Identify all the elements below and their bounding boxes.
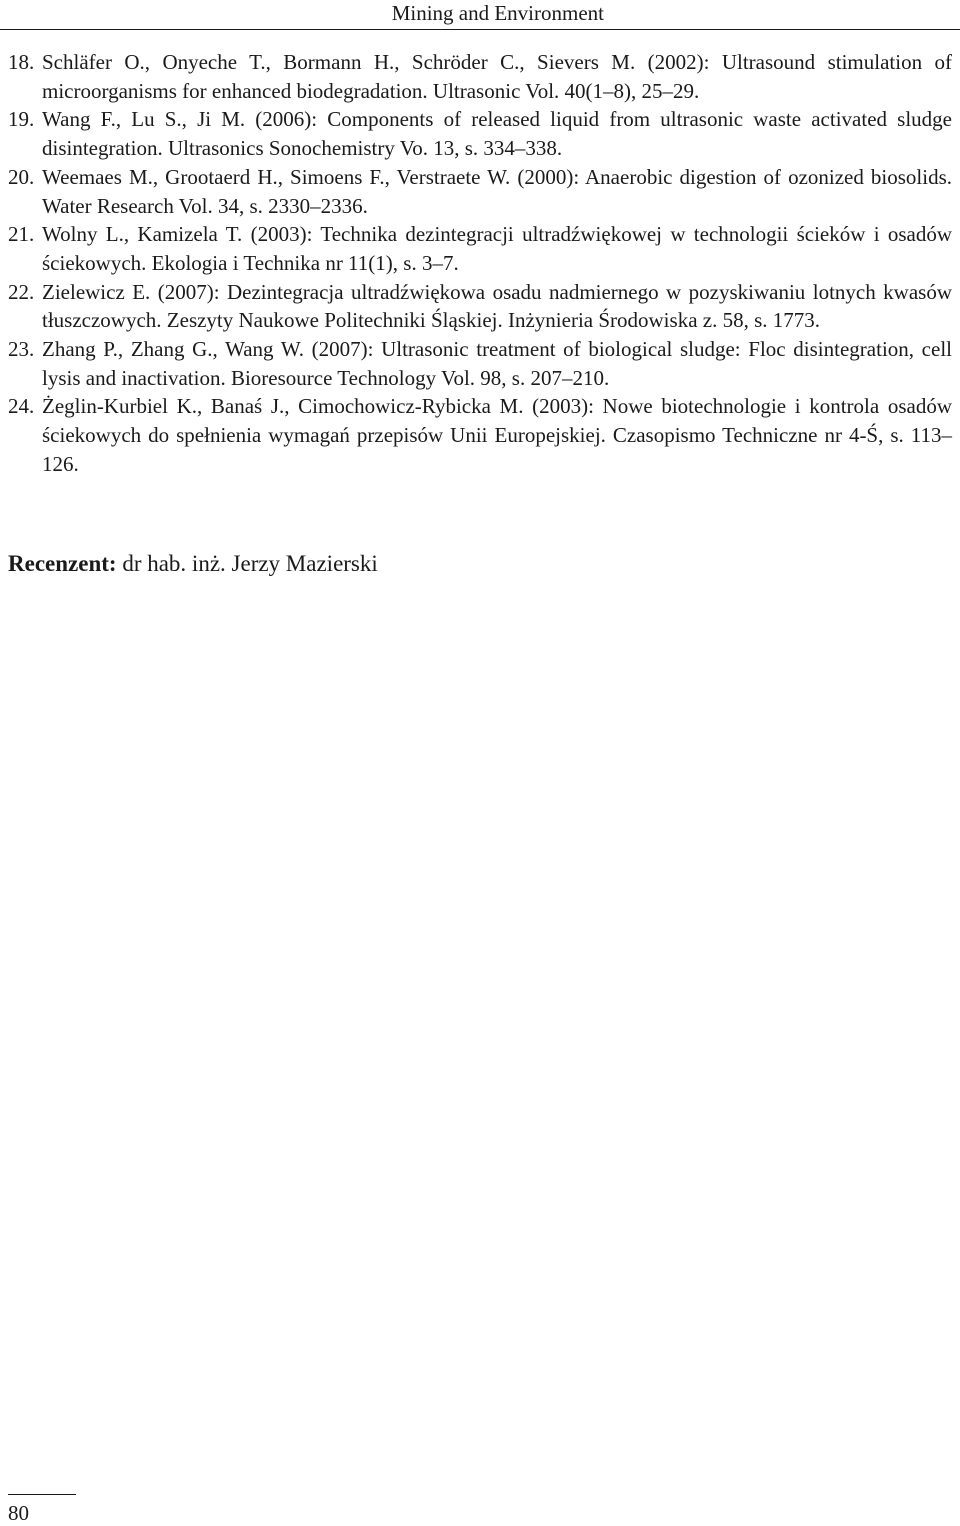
reference-number: 20. xyxy=(8,164,35,189)
reviewer-line xyxy=(8,548,378,580)
reference-text: Schläfer O., Onyeche T., Bormann H., Schröder C., Sievers M. (2002): Ultrasound stimulation of microorganisms for enhanced biodegradation. Ultrasonic Vol. 40(1–8), 25–29. xyxy=(42,50,952,103)
reference-item xyxy=(8,392,952,478)
reference-number: 19. xyxy=(8,107,35,132)
reference-number: 22. xyxy=(8,279,35,304)
running-head-title: Mining and Environment xyxy=(391,1,604,25)
reference-item xyxy=(8,220,952,277)
page-number-rule xyxy=(8,1494,76,1495)
reference-text: Zielewicz E. (2007): Dezintegracja ultradźwiękowa osadu nadmiernego w pozyskiwaniu lotnych kwasów tłuszczowych. Zeszyty Naukowe Politechniki Śląskiej. Inżynieria Środowiska z. 58, s. 1773. xyxy=(42,279,952,333)
reference-item xyxy=(8,163,952,220)
reference-number: 18. xyxy=(8,50,35,74)
reference-text: Wolny L., Kamizela T. (2003): Technika dezintegracji ultradźwiękowej w technologii ścieków i osadów ściekowych. Ekologia i Technika nr 11(1), s. 3–7. xyxy=(42,222,952,275)
reference-item xyxy=(8,105,952,162)
running-head xyxy=(0,0,960,32)
page-number: 80 xyxy=(8,1501,29,1525)
reference-list xyxy=(8,48,952,479)
reviewer-name: dr hab. inż. Jerzy Mazierski xyxy=(116,551,378,576)
reference-number: 23. xyxy=(8,337,35,362)
running-head-rule xyxy=(0,29,960,30)
reference-text: Zhang P., Zhang G., Wang W. (2007): Ultrasonic treatment of biological sludge: Floc disintegration, cell lysis and inactivation. Bioresource Technology Vol. 98, s. 207–210. xyxy=(42,337,952,390)
reference-text: Żeglin-Kurbiel K., Banaś J., Cimochowicz-Rybicka M. (2003): Nowe biotechnologie i kontrola osadów ściekowych do spełnienia wymagań przepisów Unii Europejskiej. Czasopismo Techniczne nr 4-Ś, s. 113–126. xyxy=(42,394,952,476)
reviewer-label: Recenzent: xyxy=(8,551,117,576)
reference-number: 24. xyxy=(8,394,35,419)
reference-text: Weemaes M., Grootaerd H., Simoens F., Verstraete W. (2000): Anaerobic digestion of ozonized biosolids. Water Research Vol. 34, s. 2330–2336. xyxy=(42,164,952,218)
reference-item xyxy=(8,48,952,105)
reference-item xyxy=(8,278,952,335)
reference-text: Wang F., Lu S., Ji M. (2006): Components of released liquid from ultrasonic waste activated sludge disintegration. Ultrasonics Sonochemistry Vo. 13, s. 334–338. xyxy=(42,107,952,161)
reference-item xyxy=(8,335,952,392)
reference-number: 21. xyxy=(8,222,35,247)
